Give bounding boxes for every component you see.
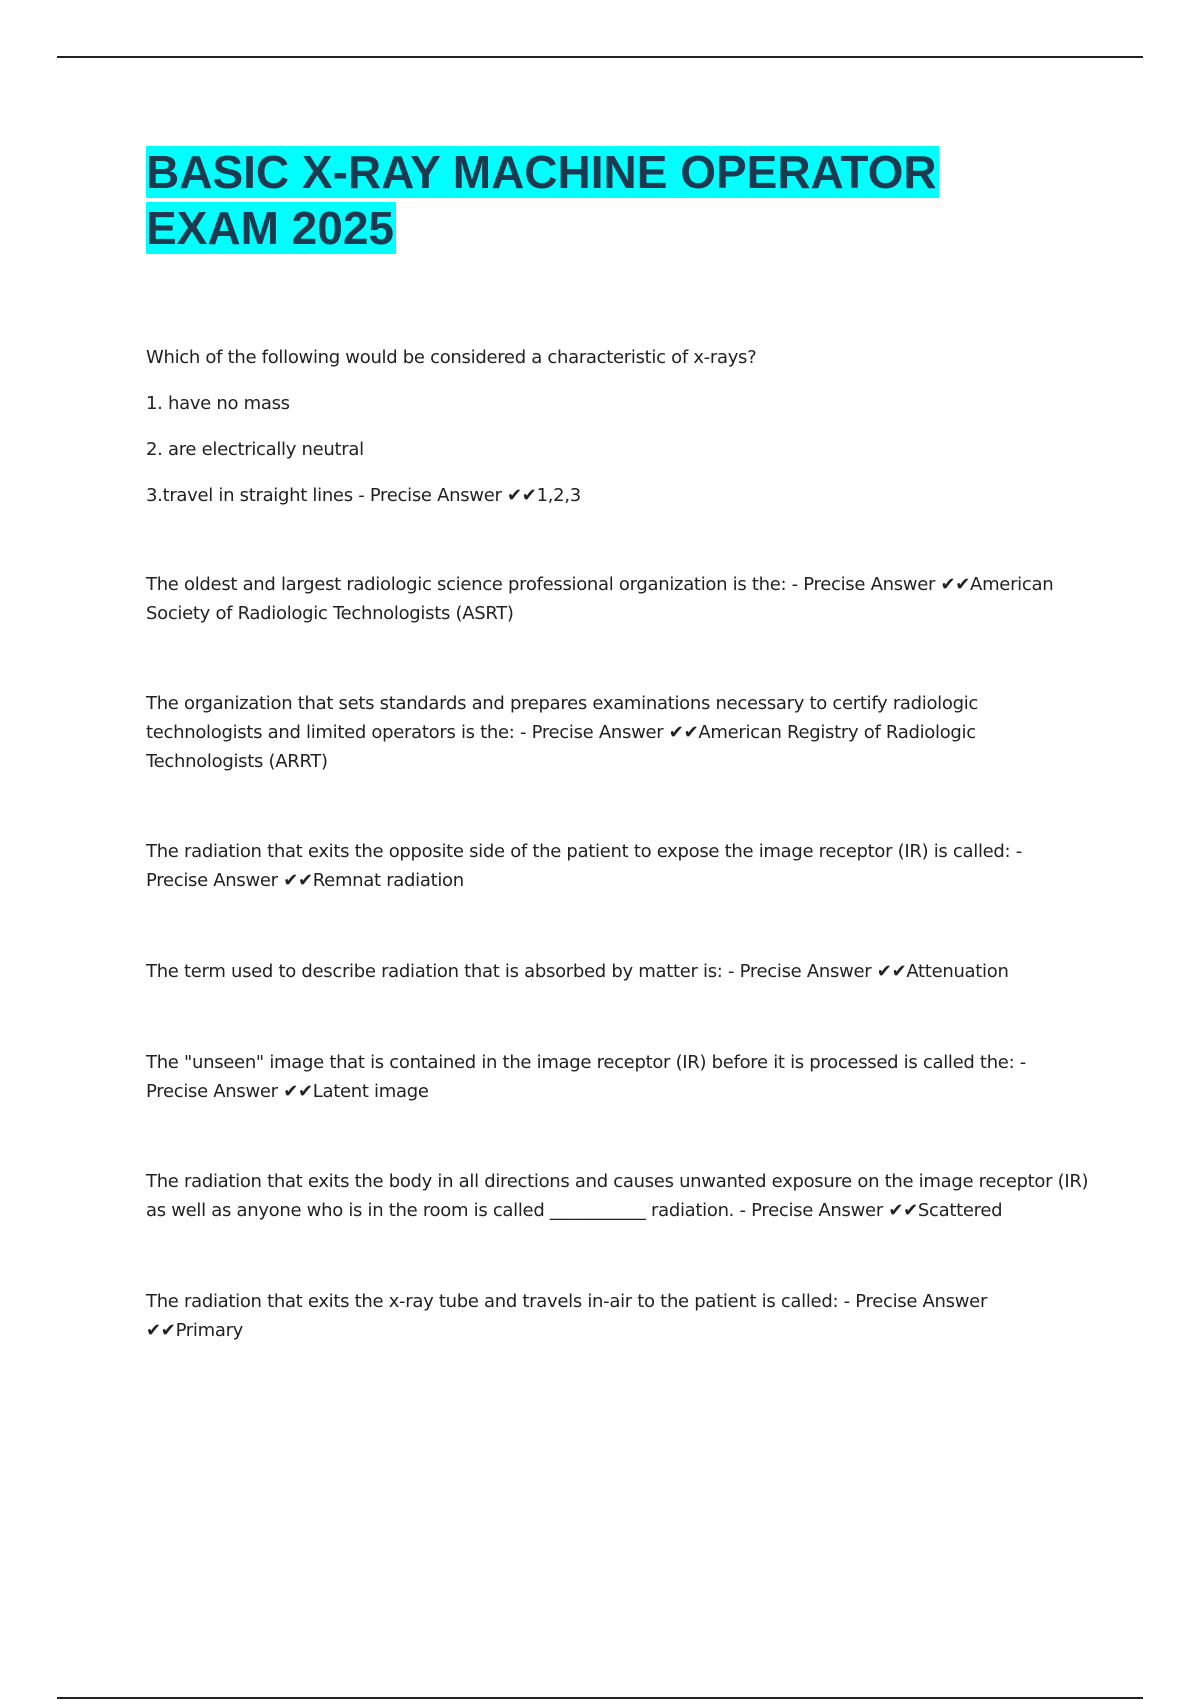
question-answer-text: The radiation that exits the opposite side of the patient to expose the image receptor (IR) is called: - Precise Answer ✔✔Remnat radiation (146, 841, 1022, 891)
option-2: 2. are electrically neutral (146, 439, 364, 460)
question-answer-text: The oldest and largest radiologic science professional organization is the: - Precise Answer ✔✔American Society of Radiologic Technologists (ASRT) (146, 574, 1054, 624)
question-answer-text: The organization that sets standards and prepares examinations necessary to certify radiologic technologists and limited operators is the: - Precise Answer ✔✔American Registry of Radiologic Technologists (ARRT) (146, 693, 979, 772)
footer-divider (57, 1697, 1143, 1699)
question-item-3 (146, 689, 1016, 776)
question-item-2 (146, 570, 1091, 628)
question-answer-text: The term used to describe radiation that is absorbed by matter is: - Precise Answer ✔✔Attenuation (146, 961, 1009, 982)
question-item-7 (146, 1167, 1091, 1225)
document-title-highlight: BASIC X-RAY MACHINE OPERATOR EXAM 2025 (146, 146, 937, 254)
header-divider (57, 56, 1143, 58)
question-answer-text: The radiation that exits the x-ray tube and travels in-air to the patient is called: - Precise Answer ✔✔Primary (146, 1291, 988, 1341)
question-item-1 (146, 343, 756, 510)
question-item-6 (146, 1048, 1051, 1106)
option-3-answer: 3.travel in straight lines - Precise Answer ✔✔1,2,3 (146, 485, 581, 506)
question-answer-text: The "unseen" image that is contained in the image receptor (IR) before it is processed is called the: - Precise Answer ✔✔Latent image (146, 1052, 1026, 1102)
option-1: 1. have no mass (146, 393, 290, 414)
question-answer-text: The radiation that exits the body in all directions and causes unwanted exposure on the image receptor (IR) as well as anyone who is in the room is called ___________ radiation. - Precise Answer ✔✔Scattered (146, 1171, 1089, 1221)
question-item-8 (146, 1287, 1026, 1345)
question-item-5 (146, 957, 1091, 986)
question-item-4 (146, 837, 1051, 895)
question-text: Which of the following would be considered a characteristic of x-rays? (146, 347, 757, 368)
document-title (146, 144, 1046, 256)
